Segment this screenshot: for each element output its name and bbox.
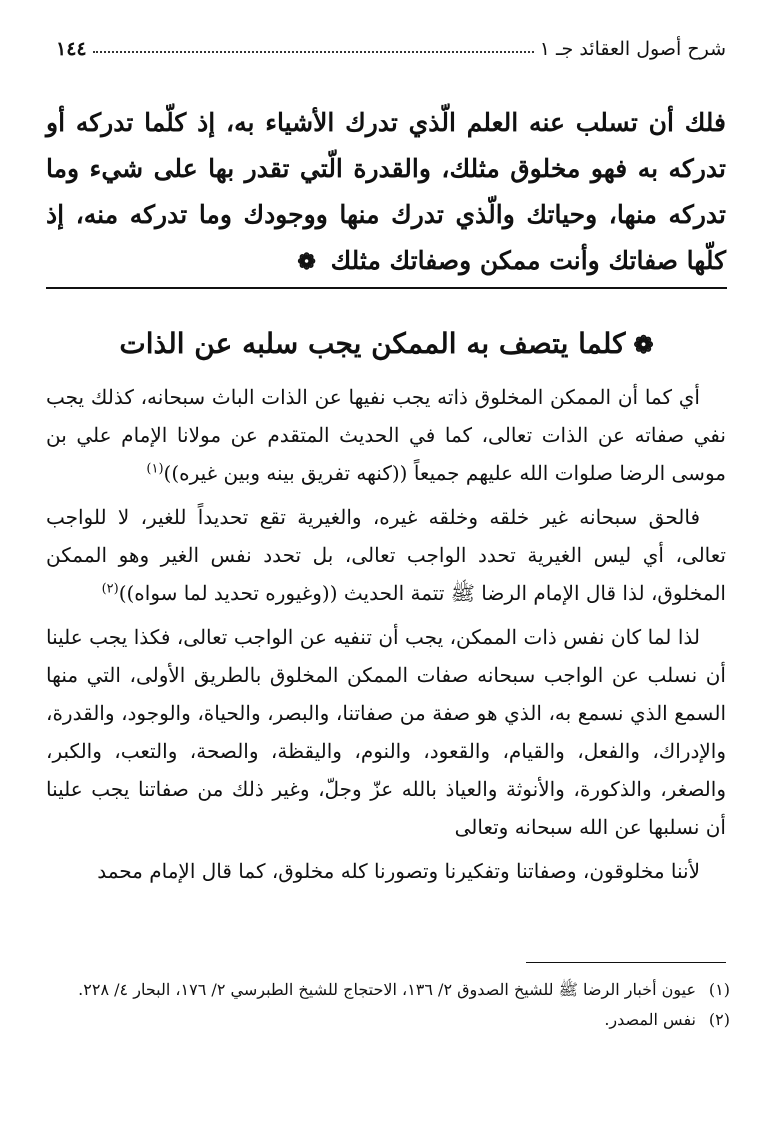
flower-bullet-icon: ❁ [633,330,654,359]
page-number: ١٤٤ [56,38,87,60]
footnote-2-text: نفس المصدر. [604,1010,696,1029]
body-text [46,378,726,896]
footnote-2 [46,1005,730,1035]
footnote-ref-2[interactable]: (٢) [101,581,119,597]
footnote-2-number: (٢) [708,1010,730,1029]
running-header [50,28,726,60]
footnote-1-number: (١) [708,980,730,999]
header-leader-dots [93,51,534,53]
paragraph-3-text: لذا لما كان نفس ذات الممكن، يجب أن تنفيه عن الواجب تعالى، فكذا يجب علينا أن نسلب عن الواجب سبحانه صفات الممكن المخلوق بالطريق الأولى، التي منها السمع الذي نسمع به، الذي هو صفة من صفاتنا، والبصر، والحياة، والوجود، والقدرة، والإدراك، والفعل، والقيام، والقعود، والنوم، واليقظة، والصحة، والتعب، والكبر، والصغر، والذكورة، والأنوثة والعياذ بالله عزّ وجلّ، وغير ذلك من صفاتنا يجب علينا أن نسلبها عن الله سبحانه وتعالى [46,625,726,839]
paragraph-2 [46,498,726,612]
intro-paragraph [46,100,726,285]
footnote-1-text: عيون أخبار الرضا ﷺ للشيخ الصدوق ٢/ ١٣٦، الاحتجاج للشيخ الطبرسي ٢/ ١٧٦، البحار ٤/ ٢٢٨. [78,980,696,999]
paragraph-3 [46,618,726,846]
section-title: كلما يتصف به الممكن يجب سلبه عن الذات [119,327,626,360]
footnote-1 [46,975,730,1005]
intro-text: فلك أن تسلب عنه العلم الّذي تدرك الأشياء به، إذ كلّما تدركه أو تدركه به فهو مخلوق مثلك، والقدرة الّتي تقدر بها على شيء وما تدركه منها، وحياتك والّذي تدرك منها ووجودك وما تدركه منه، إذ كلّها صفاتك وأنت ممكن وصفاتك مثلك [46,108,726,275]
paragraph-2-text: فالحق سبحانه غير خلقه وخلقه غيره، والغيرية تقع تحديداً للغير، لا للواجب تعالى، أي ليس الغيرية تحدد الواجب تعالى، بل تحدد نفس الغير وهو الممكن المخلوق، لذا قال الإمام الرضا ﷺ تتمة الحديث ((وغيوره تحديد لما سواه)) [46,505,726,605]
footnote-ref-1[interactable]: (١) [146,461,164,477]
paragraph-1-text: أي كما أن الممكن المخلوق ذاته يجب نفيها عن الذات الباث سبحانه، كذلك يجب نفي صفاته عن الذات تعالى، كما في الحديث المتقدم عن مولانا الإمام علي بن موسى الرضا صلوات الله عليهم جميعاً ((كنهه تفريق بينه وبين غيره)) [46,385,726,485]
paragraph-4 [46,852,726,890]
paragraph-1 [46,378,726,492]
footnote-divider [526,962,726,963]
section-heading [46,322,727,367]
flower-end-mark-icon: ❁ [297,249,316,275]
book-title: شرح أصول العقائد جـ ١ [539,38,726,60]
section-divider [46,287,727,289]
footnotes [46,975,730,1035]
paragraph-4-text: لأننا مخلوقون، وصفاتنا وتفكيرنا وتصورنا كله مخلوق، كما قال الإمام محمد [97,859,700,883]
